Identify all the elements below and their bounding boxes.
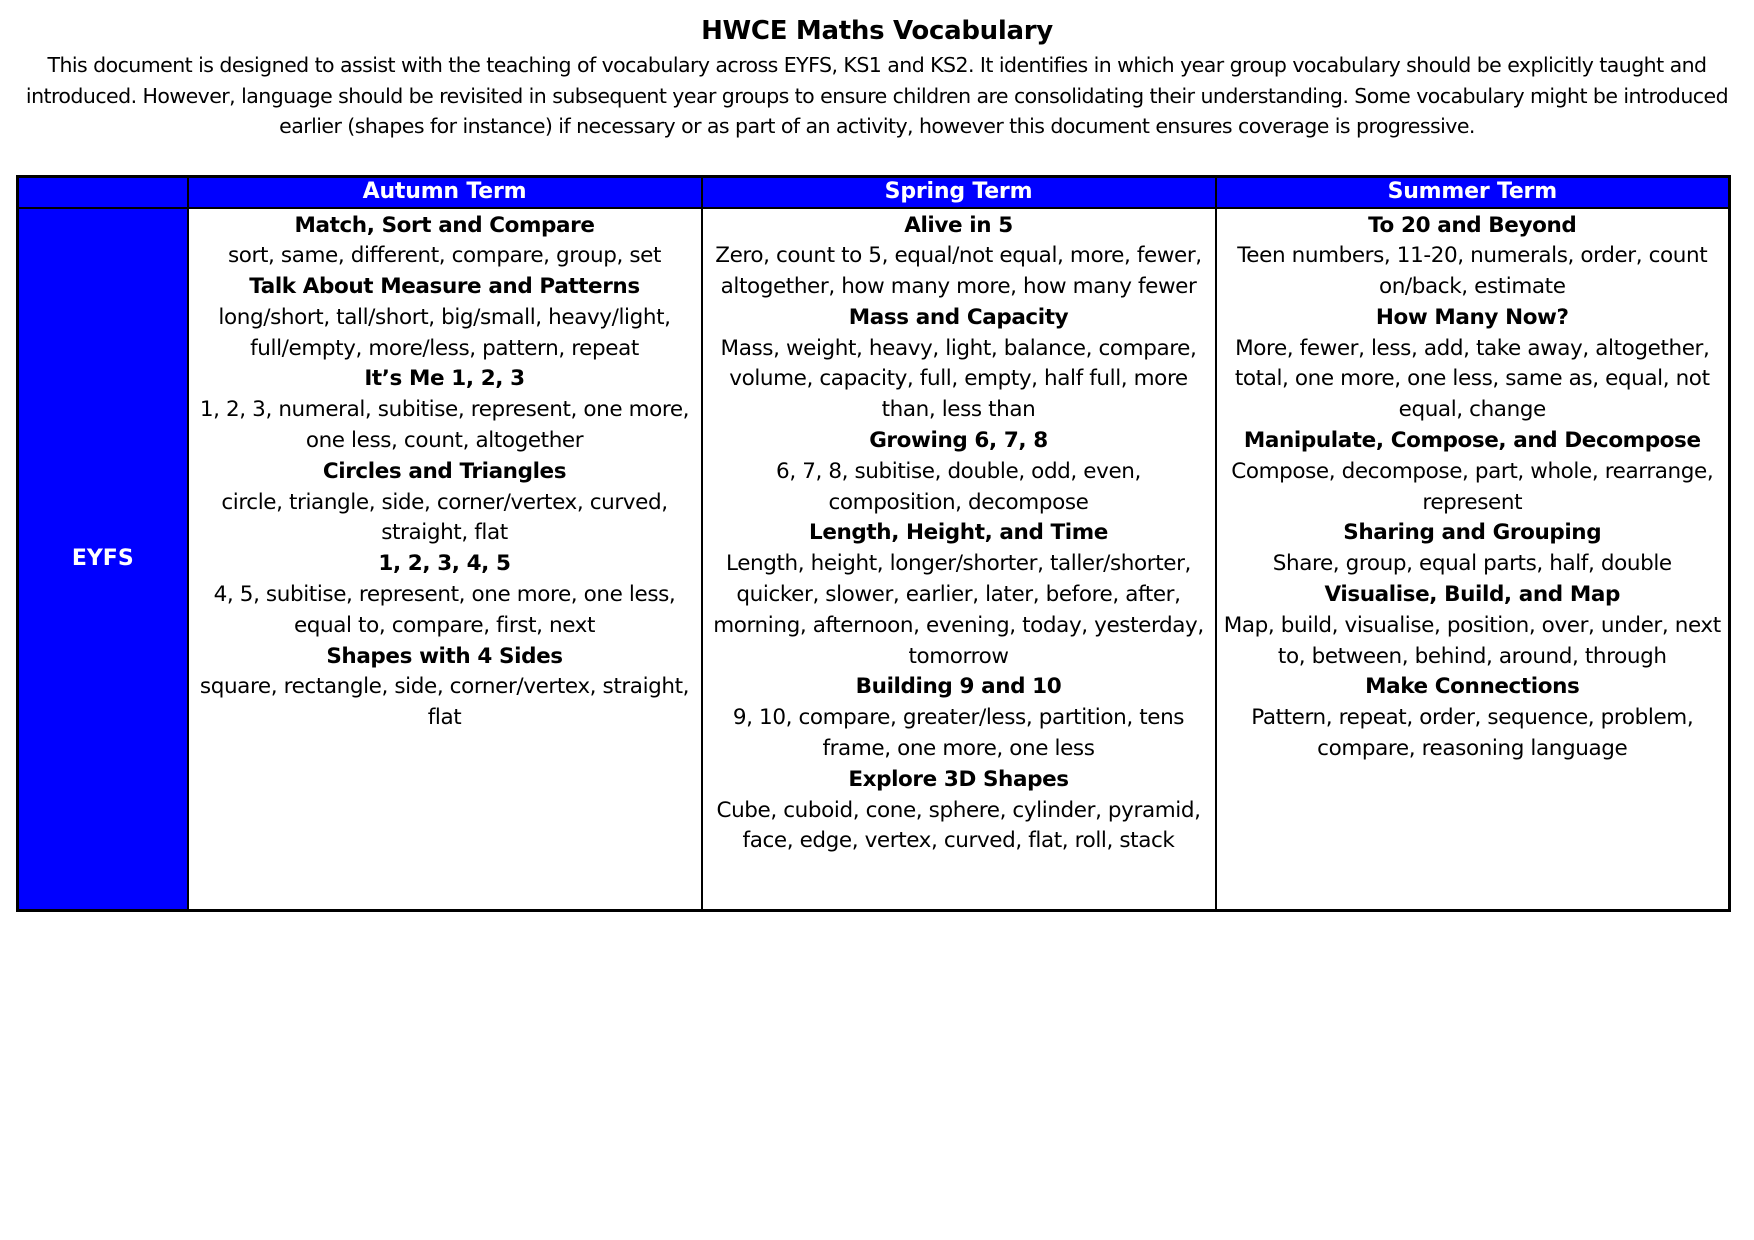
unit-title: How Many Now?	[1375, 304, 1569, 330]
unit-vocabulary: sort, same, different, compare, group, set	[228, 243, 661, 269]
unit-title: Shapes with 4 Sides	[326, 643, 563, 669]
term-header-spring: Spring Term	[702, 177, 1216, 208]
unit-title: It’s Me 1, 2, 3	[364, 366, 525, 392]
unit-title: Building 9 and 10	[855, 674, 1062, 700]
unit-vocabulary: More, fewer, less, add, take away, altogether, total, one more, one less, same as, equal, not equal, change	[1234, 335, 1710, 423]
unit-vocabulary: 6, 7, 8, subitise, double, odd, even, composition, decompose	[776, 458, 1141, 515]
unit-title: Talk About Measure and Patterns	[249, 274, 640, 300]
term-header-row	[18, 177, 1730, 208]
table-row-eyfs	[18, 208, 1730, 911]
unit-title: Length, Height, and Time	[809, 520, 1108, 546]
unit-vocabulary: Compose, decompose, part, whole, rearrange, represent	[1231, 458, 1714, 515]
unit-vocabulary: 4, 5, subitise, represent, one more, one less, equal to, compare, first, next	[213, 582, 676, 638]
unit-title: Growing 6, 7, 8	[869, 428, 1048, 454]
unit-vocabulary: long/short, tall/short, big/small, heavy/light, full/empty, more/less, pattern, repeat	[218, 304, 671, 361]
unit-title: Sharing and Grouping	[1343, 520, 1602, 546]
unit-vocabulary: Map, build, visualise, position, over, under, next to, between, behind, around, through	[1223, 612, 1721, 669]
document-title: HWCE Maths Vocabulary	[701, 16, 1053, 46]
unit-vocabulary: Teen numbers, 11-20, numerals, order, count on/back, estimate	[1237, 243, 1708, 300]
unit-title: Mass and Capacity	[848, 304, 1069, 330]
unit-vocabulary: Mass, weight, heavy, light, balance, compare, volume, capacity, full, empty, half full, more than, less than	[720, 335, 1197, 423]
unit-title: Manipulate, Compose, and Decompose	[1243, 428, 1701, 454]
unit-vocabulary: Cube, cuboid, cone, sphere, cylinder, pyramid, face, edge, vertex, curved, flat, roll, stack	[716, 797, 1201, 854]
unit-title: Explore 3D Shapes	[848, 766, 1069, 792]
unit-vocabulary: Length, height, longer/shorter, taller/shorter, quicker, slower, earlier, later, before, after, morning, afternoon, evening, today, yesterday, tomorrow	[713, 551, 1204, 669]
unit-vocabulary: 1, 2, 3, numeral, subitise, represent, one more, one less, count, altogether	[199, 397, 690, 454]
unit-title: 1, 2, 3, 4, 5	[378, 551, 511, 577]
term-cell-autumn	[188, 208, 702, 911]
term-header-autumn: Autumn Term	[188, 177, 702, 208]
unit-title: Alive in 5	[904, 212, 1013, 238]
unit-title: Visualise, Build, and Map	[1324, 582, 1620, 608]
stage-label: EYFS	[18, 208, 188, 911]
unit-vocabulary: Pattern, repeat, order, sequence, problem, compare, reasoning language	[1251, 705, 1694, 762]
unit-vocabulary: Share, group, equal parts, half, double	[1272, 551, 1672, 577]
term-header-summer: Summer Term	[1216, 177, 1730, 208]
unit-vocabulary: 9, 10, compare, greater/less, partition, tens frame, one more, one less	[732, 705, 1185, 762]
unit-vocabulary: square, rectangle, side, corner/vertex, straight, flat	[199, 674, 690, 731]
unit-vocabulary: circle, triangle, side, corner/vertex, curved, straight, flat	[221, 489, 668, 546]
unit-vocabulary: Zero, count to 5, equal/not equal, more, fewer, altogether, how many more, how many fewer	[715, 243, 1202, 300]
unit-title: To 20 and Beyond	[1368, 212, 1577, 238]
unit-title: Match, Sort and Compare	[294, 212, 595, 238]
stage-header-cell	[18, 177, 188, 208]
document-intro: This document is designed to assist with the teaching of vocabulary across EYFS, KS1 and KS2. It identifies in which year group vocabulary should be explicitly taught and introduced. However, language should be revisited in subsequent year groups to ensure children are consolidating their understanding. Some vocabulary might be introduced earlier (shapes for instance) if necessary or as part of an activity, however this document ensures coverage is progressive.	[25, 53, 1729, 138]
term-cell-summer	[1216, 208, 1730, 911]
unit-title: Circles and Triangles	[322, 458, 567, 484]
vocabulary-table	[16, 175, 1731, 912]
unit-title: Make Connections	[1365, 674, 1580, 700]
term-cell-spring	[702, 208, 1216, 911]
